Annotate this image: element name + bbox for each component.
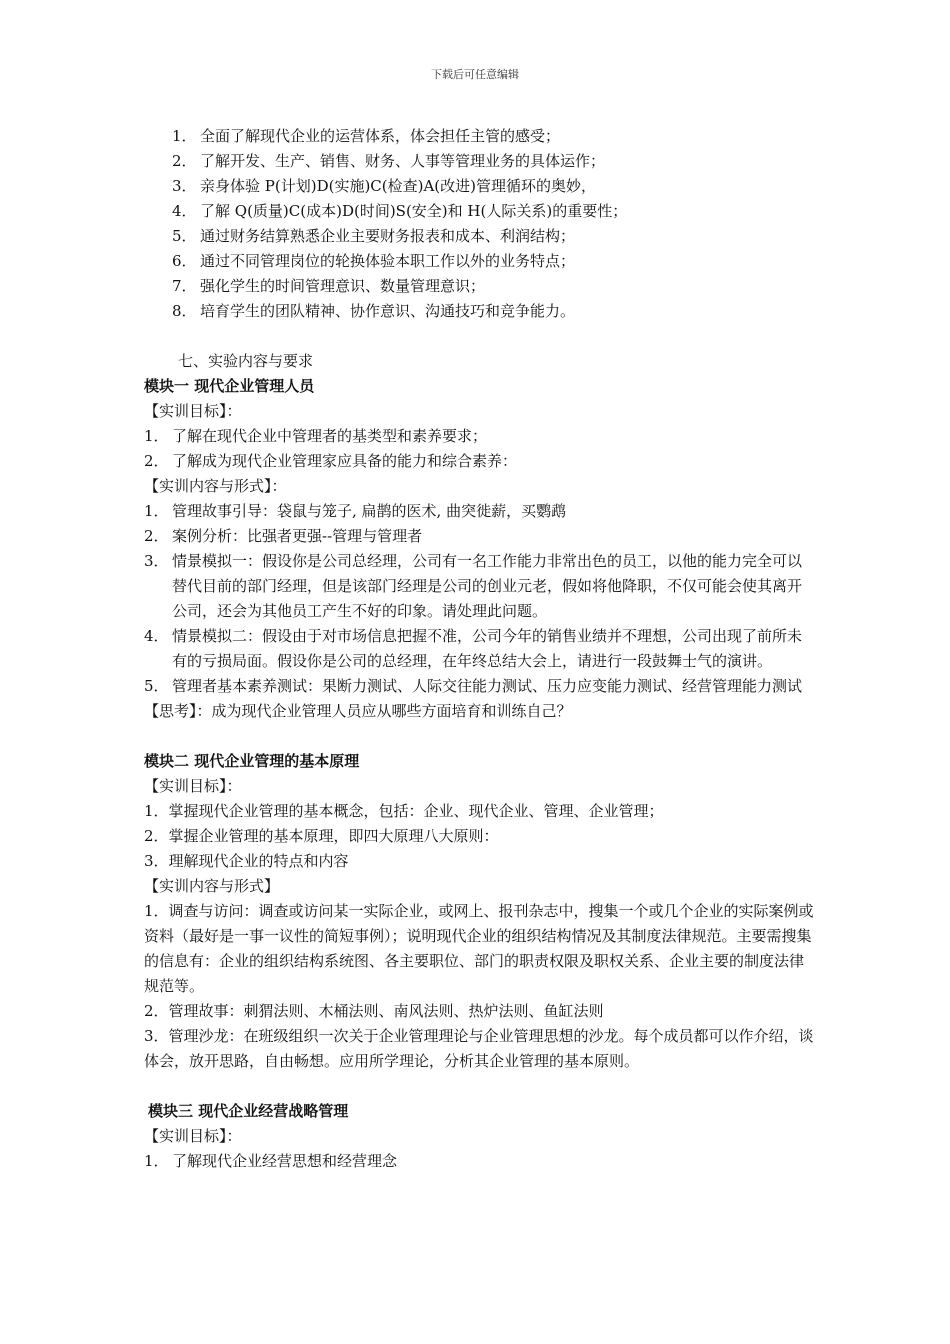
list-item: 5． 管理者基本素养测试：果断力测试、人际交往能力测试、压力应变能力测试、经营管理能力测试 xyxy=(144,677,803,695)
list-item: 1． 全面了解现代企业的运营体系，体会担任主管的感受； xyxy=(172,127,561,145)
list-item: 2． 案例分析：比强者更强--管理与管理者 xyxy=(144,527,423,545)
list-item: 8． 培育学生的团队精神、协作意识、沟通技巧和竞争能力。 xyxy=(172,302,576,320)
list-item: 2． 了解开发、生产、销售、财务、人事等管理业务的具体运作； xyxy=(172,152,606,170)
list-item: 1．掌握现代企业管理的基本概念，包括：企业、现代企业、管理、企业管理； xyxy=(144,802,664,820)
list-item: 1． 了解在现代企业中管理者的基类型和素养要求； xyxy=(144,427,488,445)
goal-label: 【实训目标】： xyxy=(144,777,242,795)
goal-label: 【实训目标】： xyxy=(144,402,242,420)
document-body xyxy=(144,124,814,1174)
list-item: 3．理解现代企业的特点和内容 xyxy=(144,852,349,870)
spacer xyxy=(144,724,814,749)
list-item: 2． 了解成为现代企业管理家应具备的能力和综合素养： xyxy=(144,452,518,470)
module-title: 模块三 现代企业经营战略管理 xyxy=(148,1102,349,1120)
list-item: 7． 强化学生的时间管理意识、数量管理意识； xyxy=(172,277,486,295)
page-header: 下载后可任意编辑 xyxy=(431,68,519,81)
list-item: 1． 了解现代企业经营思想和经营理念 xyxy=(144,1152,398,1170)
list-item: 6． 通过不同管理岗位的轮换体验本职工作以外的业务特点； xyxy=(172,252,576,270)
spacer xyxy=(144,1074,814,1099)
content-label: 【实训内容与形式】： xyxy=(144,477,287,495)
list-item: 3． 情景模拟一：假设你是公司总经理，公司有一名工作能力非常出色的员工，以他的能力完全可以替代目前的部门经理，但是该部门经理是公司的创业元老，假如将他降职，不仅可能会使其离开公司，还会为其他员工产生不好的印象。请处理此问题。 xyxy=(144,552,803,620)
section-title: 七、实验内容与要求 xyxy=(178,352,314,370)
list-item: 4． 情景模拟二：假设由于对市场信息把握不准，公司今年的销售业绩并不理想，公司出现了前所未有的亏损局面。假设你是公司的总经理，在年终总结大会上，请进行一段鼓舞士气的演讲。 xyxy=(144,627,803,670)
think-question: 【思考】：成为现代企业管理人员应从哪些方面培育和训练自己？ xyxy=(144,702,572,720)
goal-label: 【实训目标】： xyxy=(144,1127,242,1145)
list-item: 3．管理沙龙：在班级组织一次关于企业管理理论与企业管理思想的沙龙。每个成员都可以作介绍，谈体会，放开思路，自由畅想。应用所学理论，分析其企业管理的基本原则。 xyxy=(144,1027,814,1070)
list-item: 1．调查与访问：调查或访问某一实际企业，或网上、报刊杂志中，搜集一个或几个企业的实际案例或资料（最好是一事一议性的简短事例）；说明现代企业的组织结构情况及其制度法律规范。主要需搜集的信息有：企业的组织结构系统图、各主要职位、部门的职责权限及职权关系、企业主要的制度法律规范等。 xyxy=(144,902,814,995)
module-title: 模块二 现代企业管理的基本原理 xyxy=(144,752,360,770)
module-title: 模块一 现代企业管理人员 xyxy=(144,377,315,395)
content-label: 【实训内容与形式】 xyxy=(144,877,280,895)
list-item: 2．管理故事：刺猬法则、木桶法则、南风法则、热炉法则、鱼缸法则 xyxy=(144,1002,604,1020)
list-item: 5． 通过财务结算熟悉企业主要财务报表和成本、利润结构； xyxy=(172,227,576,245)
goals-list xyxy=(144,124,814,324)
list-item: 3． 亲身体验 P(计划)D(实施)C(检查)A(改进)管理循环的奥妙， xyxy=(172,177,597,195)
list-item: 2．掌握企业管理的基本原理，即四大原理八大原则： xyxy=(144,827,499,845)
list-item: 4． 了解 Q(质量)C(成本)D(时间)S(安全)和 H(人际关系)的重要性； xyxy=(172,202,628,220)
list-item: 1． 管理故事引导：袋鼠与笼子, 扁鹊的医术, 曲突徙薪，买鹦鹉 xyxy=(144,502,567,520)
